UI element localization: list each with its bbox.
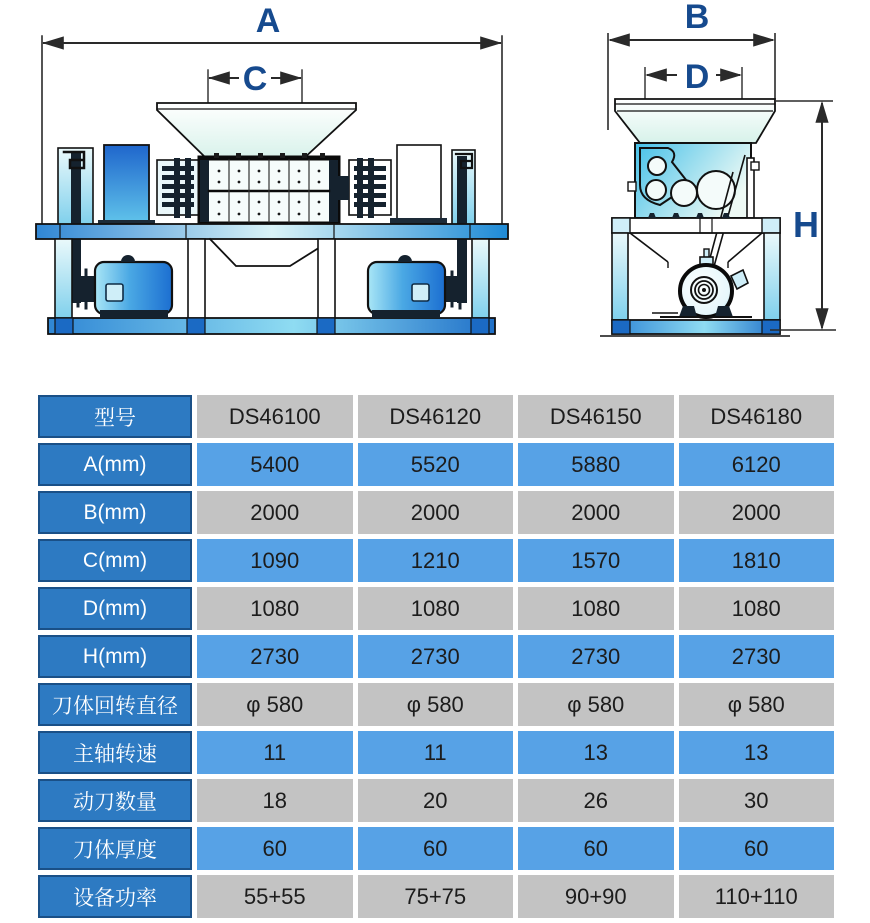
model-cell: DS46120 (358, 395, 514, 438)
label-b: B (684, 0, 710, 36)
spec-cell: φ 580 (358, 683, 514, 726)
table-row (38, 731, 834, 774)
spec-cell: 1210 (358, 539, 514, 582)
row-label-cell: 设备功率 (38, 875, 192, 918)
spec-cell: 26 (518, 779, 674, 822)
feed-hopper-front (157, 103, 356, 160)
spec-cell: 13 (518, 731, 674, 774)
front-view (36, 2, 508, 334)
label-a: A (255, 2, 281, 40)
spec-cell: 75+75 (358, 875, 514, 918)
row-label-cell: 刀体厚度 (38, 827, 192, 870)
table-row (38, 875, 834, 918)
spec-cell: 2000 (197, 491, 353, 534)
label-d: D (684, 58, 710, 96)
spec-cell: 1090 (197, 539, 353, 582)
deck-front (36, 224, 508, 239)
feed-hopper-side (615, 99, 775, 143)
cutting-chamber (200, 153, 338, 229)
spec-cell: 90+90 (518, 875, 674, 918)
discharge-chute-front (210, 239, 333, 266)
discharge-chute-side (630, 233, 762, 268)
model-cell: DS46180 (679, 395, 835, 438)
spec-cell: 1810 (679, 539, 835, 582)
motor-left (74, 255, 172, 318)
row-label-cell: H(mm) (38, 635, 192, 678)
model-cell: DS46150 (518, 395, 674, 438)
motor-side (652, 249, 752, 317)
spec-cell: 1080 (679, 587, 835, 630)
spec-cell: 13 (679, 731, 835, 774)
spec-cell: 2000 (518, 491, 674, 534)
cabinet-right (390, 145, 447, 224)
row-label-cell: A(mm) (38, 443, 192, 486)
spec-cell: φ 580 (679, 683, 835, 726)
table-row (38, 779, 834, 822)
table-row (38, 827, 834, 870)
spec-cell: 30 (679, 779, 835, 822)
spec-cell: φ 580 (518, 683, 674, 726)
spec-cell: 1570 (518, 539, 674, 582)
label-c: C (242, 60, 268, 98)
spec-cell: 18 (197, 779, 353, 822)
spec-cell: 5520 (358, 443, 514, 486)
spec-cell: 6120 (679, 443, 835, 486)
row-label-cell: B(mm) (38, 491, 192, 534)
spec-cell: 55+55 (197, 875, 353, 918)
spec-cell: 60 (358, 827, 514, 870)
spec-cell: 2000 (358, 491, 514, 534)
spec-cell: 11 (197, 731, 353, 774)
row-label-cell: D(mm) (38, 587, 192, 630)
spec-cell: 2730 (358, 635, 514, 678)
spec-cell: 1080 (197, 587, 353, 630)
table-row (38, 683, 834, 726)
spec-cell: 60 (679, 827, 835, 870)
shredder-drawing (0, 0, 870, 376)
table-row (38, 587, 834, 630)
spec-cell: 110+110 (679, 875, 835, 918)
row-label-cell: 主轴转速 (38, 731, 192, 774)
spec-cell: 20 (358, 779, 514, 822)
header-label-cell: 型号 (38, 395, 192, 438)
cabinet-left (98, 145, 155, 226)
spec-cell: 60 (197, 827, 353, 870)
row-label-cell: 刀体回转直径 (38, 683, 192, 726)
table-row (38, 491, 834, 534)
coupling-right (338, 158, 391, 218)
spec-cell: 60 (518, 827, 674, 870)
spec-cell: 5400 (197, 443, 353, 486)
dimension-c (208, 60, 302, 102)
technical-drawing (0, 0, 870, 376)
spec-cell: 2730 (679, 635, 835, 678)
spec-cell: 5880 (518, 443, 674, 486)
table-header-row (38, 395, 834, 438)
side-view (600, 0, 836, 336)
table-row (38, 539, 834, 582)
table-row (38, 635, 834, 678)
table-row (38, 443, 834, 486)
spec-cell: 2000 (679, 491, 835, 534)
model-cell: DS46100 (197, 395, 353, 438)
row-label-cell: C(mm) (38, 539, 192, 582)
motor-right (368, 255, 466, 318)
spec-cell: 11 (358, 731, 514, 774)
spec-cell: 2730 (518, 635, 674, 678)
spec-cell: 1080 (518, 587, 674, 630)
spec-table (33, 390, 839, 923)
spec-cell: 1080 (358, 587, 514, 630)
spec-cell: φ 580 (197, 683, 353, 726)
label-h: H (793, 204, 819, 245)
row-label-cell: 动刀数量 (38, 779, 192, 822)
coupling-left (157, 158, 199, 218)
spec-cell: 2730 (197, 635, 353, 678)
